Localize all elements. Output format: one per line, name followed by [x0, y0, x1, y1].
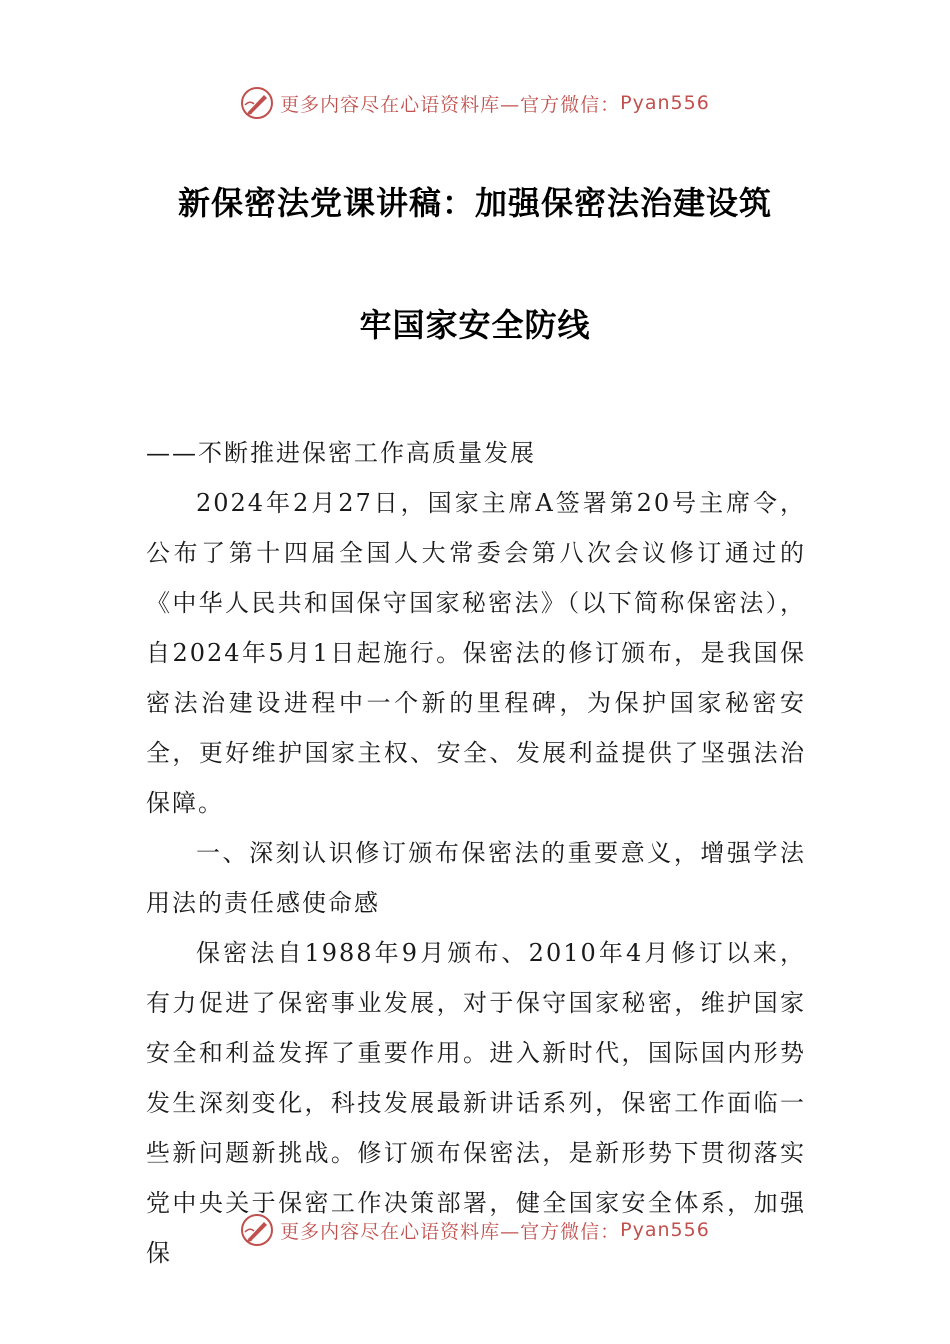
section-heading: 一、深刻认识修订颁布保密法的重要意义，增强学法用法的责任感使命感 [146, 839, 806, 917]
document-title-line1: 新保密法党课讲稿：加强保密法治建设筑 [177, 184, 772, 222]
document-subtitle: ——不断推进保密工作高质量发展 [146, 439, 536, 467]
watermark-wechat-id: Pyan556 [620, 1219, 710, 1241]
watermark-wechat-id: Pyan556 [620, 92, 710, 114]
document-body [146, 428, 806, 1278]
body-paragraph: 2024年2月27日，国家主席A签署第20号主席令，公布了第十四届全国人大常委会第八次会议修订通过的《中华人民共和国保守国家秘密法》（以下简称保密法），自2024年5月1日起施行。保密法的修订颁布，是我国保密法治建设进程中一个新的里程碑，为保护国家秘密安全，更好维护国家主权、安全、发展利益提供了坚强法治保障。 [146, 489, 806, 817]
document-title-line2: 牢国家安全防线 [359, 306, 591, 344]
watermark-text: 更多内容尽在心语资料库—官方微信： [280, 93, 621, 116]
pen-logo-icon [240, 86, 274, 120]
pen-logo-icon [240, 1213, 274, 1247]
footer-watermark [0, 1210, 950, 1250]
header-watermark [0, 83, 950, 123]
body-paragraph: 保密法自1988年9月颁布、2010年4月修订以来，有力促进了保密事业发展，对于保守国家秘密，维护国家安全和利益发挥了重要作用。进入新时代，国际国内形势发生深刻变化，科技发展最新讲话系列，保密工作面临一些新问题新挑战。修订颁布保密法，是新形势下贯彻落实党中央关于保密工作决策部署，健全国家安全体系，加强保 [146, 939, 806, 1267]
watermark-text: 更多内容尽在心语资料库—官方微信： [280, 1220, 621, 1243]
